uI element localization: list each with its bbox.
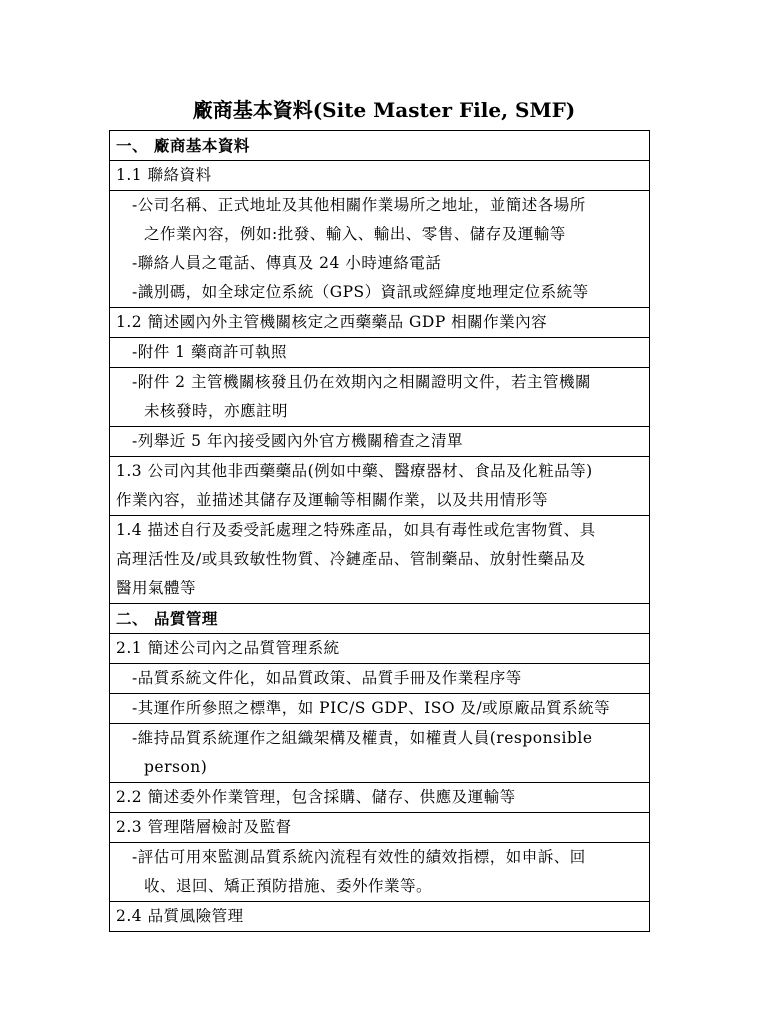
table-body (110, 131, 650, 932)
row-text-line: 1.3 公司內其他非西藥藥品(例如中藥、醫療器材、食品及化粧品等) (116, 462, 593, 480)
row-text-line: 2.2 簡述委外作業管理，包含採購、儲存、供應及運輸等 (116, 788, 516, 806)
row-text-line: -附件 1 藥商許可執照 (132, 343, 287, 361)
row-text-line: 之作業內容，例如:批發、輸入、輸出、零售、儲存及運輸等 (144, 225, 566, 243)
table-cell (110, 902, 650, 932)
item-row (110, 783, 650, 813)
section-header-row (110, 131, 650, 161)
table-cell (110, 724, 650, 783)
sub-item-row (110, 427, 650, 457)
item-row (110, 634, 650, 664)
sub-item-row (110, 191, 650, 308)
row-text-line: -列舉近 5 年內接受國內外官方機關稽查之清單 (132, 432, 463, 450)
table-cell (110, 516, 650, 604)
row-text-line: 1.4 描述自行及委受託處理之特殊產品，如具有毒性或危害物質、具 (116, 521, 596, 539)
row-text-line: 二、 品質管理 (116, 609, 218, 628)
table-cell (110, 664, 650, 694)
row-text-line: 2.1 簡述公司內之品質管理系統 (116, 639, 340, 657)
sub-item-row (110, 843, 650, 902)
row-text-line: 收、退回、矯正預防措施、委外作業等。 (144, 877, 433, 895)
row-text-line: 未核發時，亦應註明 (144, 402, 289, 420)
sub-item-row (110, 338, 650, 368)
row-text-line: 醫用氣體等 (116, 579, 197, 597)
row-text-line: -聯絡人員之電話、傳真及 24 小時連絡電話 (132, 254, 442, 272)
table-cell (110, 338, 650, 368)
table-cell (110, 813, 650, 843)
item-row (110, 308, 650, 338)
table-cell (110, 634, 650, 664)
sub-item-row (110, 724, 650, 783)
row-text-line: -維持品質系統運作之組織架構及權責，如權責人員(responsible (132, 729, 593, 747)
row-text-line: 1.2 簡述國內外主管機關核定之西藥藥品 GDP 相關作業內容 (116, 313, 548, 331)
row-text-line: -品質系統文件化，如品質政策、品質手冊及作業程序等 (132, 669, 522, 687)
sub-item-row (110, 368, 650, 427)
row-text-line: -評估可用來監測品質系統內流程有效性的績效指標，如申訴、回 (132, 848, 586, 866)
table-cell (110, 191, 650, 308)
item-row (110, 457, 650, 516)
row-text-line: -識別碼，如全球定位系統（GPS）資訊或經緯度地理定位系統等 (132, 283, 589, 301)
item-row (110, 902, 650, 932)
item-row (110, 813, 650, 843)
table-cell (110, 457, 650, 516)
row-text-line: 1.1 聯絡資料 (116, 166, 212, 184)
row-text-line: 高理活性及/或具致敏性物質、冷鏈產品、管制藥品、放射性藥品及 (116, 550, 586, 568)
section-header-row (110, 604, 650, 634)
table-cell (110, 694, 650, 724)
row-text-line: 一、 廠商基本資料 (116, 136, 250, 155)
table-cell (110, 783, 650, 813)
table-cell (110, 368, 650, 427)
smf-outline-table (109, 130, 650, 932)
sub-item-row (110, 694, 650, 724)
item-row (110, 516, 650, 604)
table-cell (110, 604, 650, 634)
table-cell (110, 843, 650, 902)
sub-item-row (110, 664, 650, 694)
document-title: 廠商基本資料(Site Master File, SMF) (192, 98, 576, 122)
table-cell (110, 161, 650, 191)
row-text-line: -其運作所參照之標準，如 PIC/S GDP、ISO 及/或原廠品質系統等 (132, 699, 611, 717)
row-text-line: -公司名稱、正式地址及其他相關作業場所之地址，並簡述各場所 (132, 196, 586, 214)
row-text-line: -附件 2 主管機關核發且仍在效期內之相關證明文件，若主管機關 (132, 373, 591, 391)
table-cell (110, 427, 650, 457)
table-cell (110, 308, 650, 338)
row-text-line: 2.4 品質風險管理 (116, 907, 244, 925)
row-text-line: 2.3 管理階層檢討及監督 (116, 818, 292, 836)
row-text-line: person) (144, 758, 208, 776)
row-text-line: 作業內容，並描述其儲存及運輸等相關作業，以及共用情形等 (116, 491, 549, 509)
item-row (110, 161, 650, 191)
table-cell (110, 131, 650, 161)
